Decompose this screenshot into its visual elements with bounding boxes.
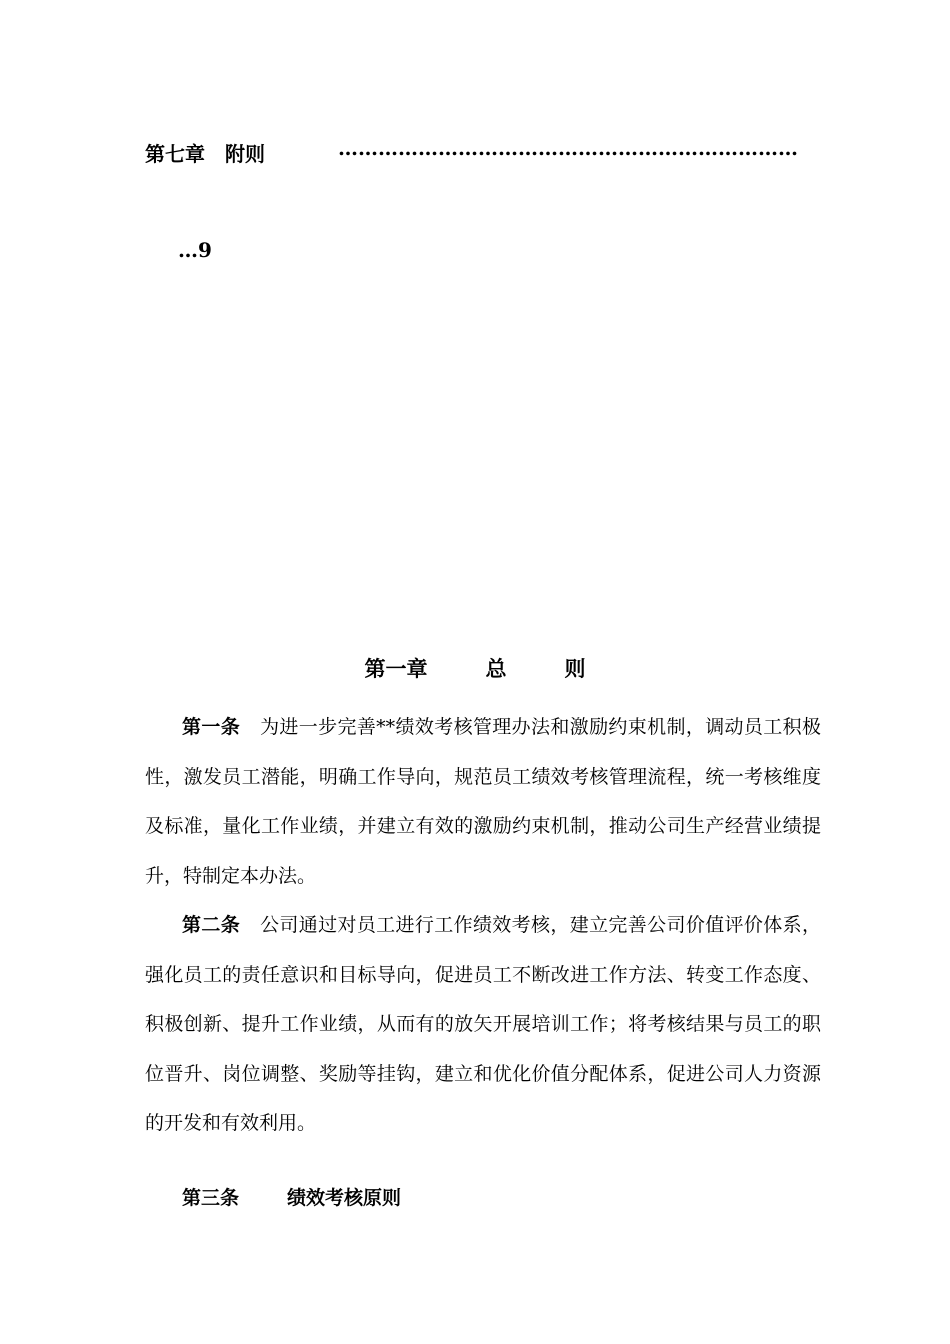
article-text: 为进一步完善**绩效考核管理办法和激励约束机制，调动员工积极性，激发员工潜能，明确工作导向，规范员工绩效考核管理流程，统一考核维度及标准，量化工作业绩，并建立有效的激励约束机制，推动公司生产经营业绩提升，特制定本办法。 [145, 716, 821, 887]
article-2 [145, 901, 821, 1149]
article-label: 第一条 [182, 716, 241, 738]
article-1 [145, 703, 821, 901]
chapter-number: 第一章 [364, 656, 428, 681]
article-heading: 绩效考核原则 [287, 1187, 402, 1209]
toc-page-number: …9 [178, 238, 212, 262]
article-label: 第三条 [182, 1187, 240, 1209]
toc-entry-title: 第七章 附则 [145, 142, 265, 166]
toc-dot-leader: …………………………………………………………… [338, 136, 798, 160]
article-text: 公司通过对员工进行工作绩效考核，建立完善公司价值评价体系，强化员工的责任意识和目标导向，促进员工不断改进工作方法、转变工作态度、积极创新、提升工作业绩，从而有的放矢开展培训工作；将考核结果与员工的职位晋升、岗位调整、奖励等挂钩，建立和优化价值分配体系，促进公司人力资源的开发和有效利用。 [145, 914, 821, 1135]
article-label: 第二条 [182, 914, 241, 936]
chapter-heading [0, 653, 950, 683]
chapter-title-part1: 总 [485, 656, 507, 681]
chapter-title-part2: 则 [564, 656, 586, 681]
article-3 [182, 1183, 401, 1210]
